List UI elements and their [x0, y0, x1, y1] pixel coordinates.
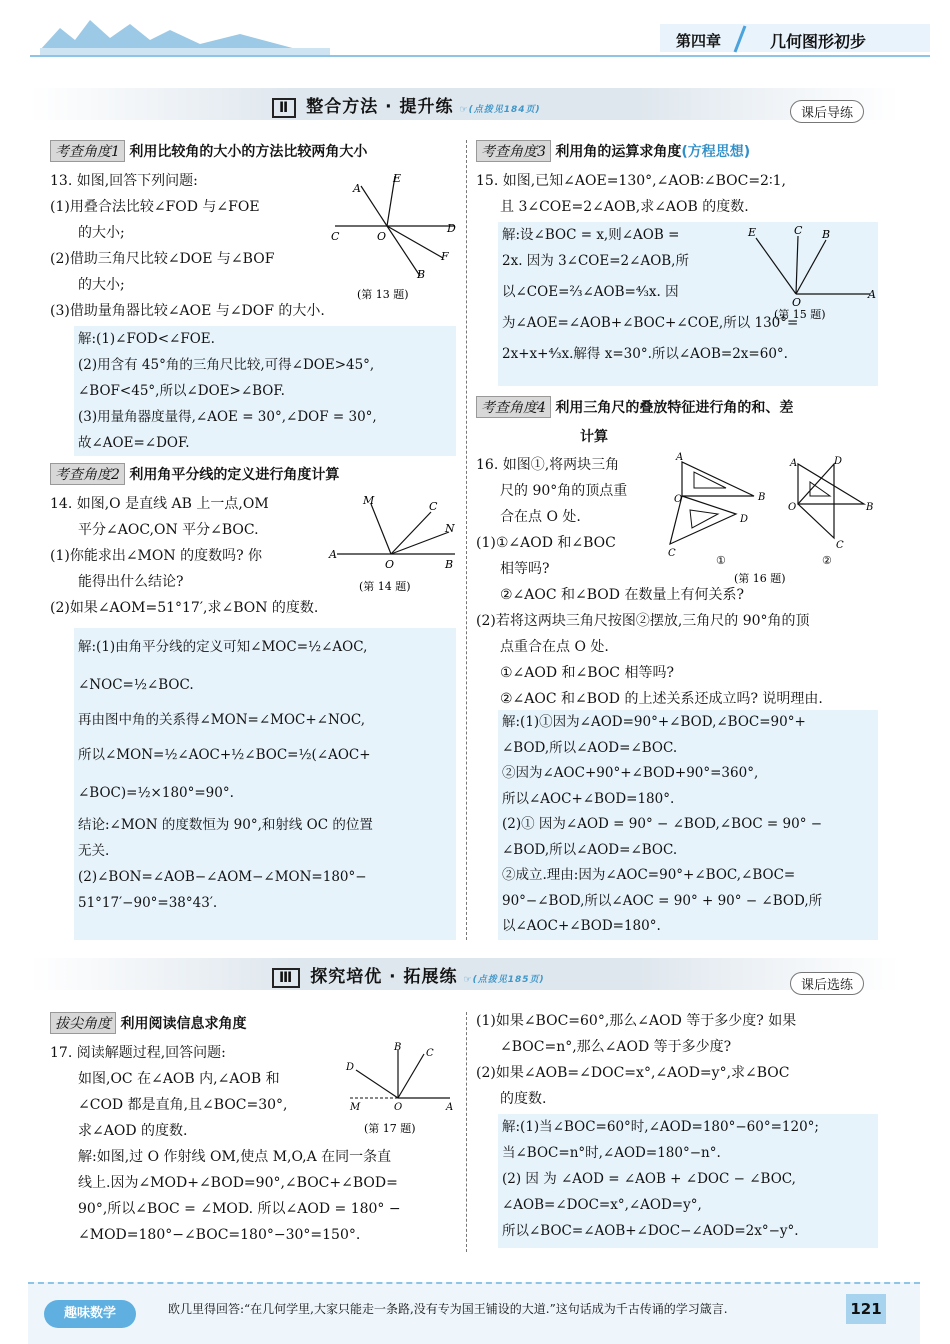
q16-line: ②∠AOC 和∠BOD 在数量上有何关系? [500, 587, 744, 603]
fig16-label: ① [716, 554, 726, 567]
section2-title [272, 92, 541, 118]
q13-line: (3)借助量角器比较∠AOE 与∠DOF 的大小. [50, 303, 325, 319]
q15-sol-line: 以∠COE=⅔∠AOB=⁴⁄₃x. 因 [502, 284, 679, 300]
q15-line: 且 3∠COE=2∠AOB,求∠AOB 的度数. [500, 199, 749, 215]
fig17-label: B [394, 1042, 402, 1053]
fig14-label: N [445, 522, 455, 535]
q14-line: 能得出什么结论? [78, 574, 184, 590]
fig13-label: O [377, 230, 387, 243]
q13-sol-line: 故∠AOE=∠DOF. [78, 435, 190, 451]
q17-solution [498, 1114, 878, 1248]
q17-line: 解:如图,过 O 作射线 OM,使点 M,O,A 在同一条直 [78, 1149, 392, 1165]
fig13-label: D [447, 222, 456, 235]
fig13-caption: (第 13 题) [357, 288, 409, 301]
section2-tag: 课后导练 [790, 100, 864, 123]
fig13-label: A [353, 182, 361, 195]
q13-text [50, 168, 325, 324]
section3-tag: 课后选练 [790, 972, 864, 995]
q13-solution [74, 326, 456, 456]
q13-line: 13. 如图,回答下列问题: [50, 173, 198, 189]
q14-sol-line: 无关. [78, 843, 110, 859]
q15-sol-line: 解:设∠BOC = x,则∠AOB = [502, 227, 680, 243]
footer-quote: 欧几里得回答:“在几何学里,大家只能走一条路,没有专为国王铺设的大道.”这句话成为千古传诵的学习箴言. [168, 1302, 728, 1316]
fig15-label: B [822, 228, 831, 241]
q16-sol-line: ∠BOD,所以∠AOD=∠BOC. [502, 739, 678, 756]
fig16-label: B [866, 502, 874, 513]
q17-line: 求∠AOD 的度数. [78, 1123, 188, 1139]
fig15-label: E [748, 226, 757, 239]
fig16-label: ② [822, 554, 832, 567]
q17-sol-line: 解:(1)当∠BOC=60°时,∠AOD=180°−60°=120°; [502, 1119, 819, 1135]
q17-sol-line: ∠AOB=∠DOC=x°,∠AOD=y°, [502, 1197, 702, 1213]
q17-right-text [476, 1008, 796, 1112]
fig13-label: B [417, 268, 426, 281]
left2-heading: 利用角平分线的定义进行角度计算 [129, 467, 340, 483]
fig17-label: O [394, 1102, 403, 1113]
q15-line: 15. 如图,已知∠AOE=130°,∠AOB∶∠BOC=2∶1, [476, 173, 786, 189]
fun-math-badge: 趣味数学 [44, 1300, 136, 1328]
badge-angle4: 考查角度4 [476, 396, 551, 418]
q17-line: ∠MOD=180°−∠BOC=180°−30°=150°. [78, 1227, 361, 1243]
right2-heading-cont: 计算 [580, 429, 608, 445]
figure-16 [668, 448, 880, 590]
section3-note: ☞(点拨见185页) [463, 975, 545, 985]
q16-sol-line: ∠BOD,所以∠AOD=∠BOC. [502, 841, 678, 858]
q16-line: 点重合在点 O 处. [500, 639, 609, 655]
q13-sol-line: (2)用含有 45°角的三角尺比较,可得∠DOE>45°, [78, 357, 375, 373]
q14-line: (1)你能求出∠MON 的度数吗? 你 [50, 548, 263, 564]
fig14-label: M [363, 494, 375, 507]
q17r-line: 的度数. [500, 1091, 547, 1107]
fig17-label: A [446, 1102, 454, 1113]
section3-title-text: 探究培优 · 拓展练 [310, 967, 458, 987]
q13-line: 的大小; [78, 277, 125, 293]
fig17-caption: (第 17 题) [364, 1122, 416, 1135]
page-number: 121 [846, 1294, 886, 1324]
fig16-label: A [790, 458, 798, 469]
q17-line: 线上.因为∠MOD+∠BOD=90°,∠BOC+∠BOD= [78, 1175, 398, 1191]
fig17-label: M [350, 1102, 361, 1113]
fig16-label: A [676, 452, 684, 463]
badge-top: 拔尖角度 [50, 1012, 116, 1034]
left1-heading: 利用比较角的大小的方法比较两角大小 [129, 144, 368, 160]
q16-sol-line: 所以∠AOC+∠BOD=180°. [502, 790, 675, 807]
fig17-label: C [426, 1048, 434, 1059]
q15-sol-line: 为∠AOE=∠AOB+∠BOC+∠COE,所以 130°= [502, 315, 799, 331]
chapter-title: 几何图形初步 [770, 32, 867, 51]
badge-angle2: 考查角度2 [50, 463, 125, 485]
section3-title [272, 962, 545, 988]
q14-sol-line: 所以∠MON=½∠AOC+½∠BOC=½(∠AOC+ [78, 747, 371, 763]
fig15-caption: (第 15 题) [774, 308, 826, 321]
fig14-caption: (第 14 题) [359, 580, 411, 593]
fig16-label: D [740, 514, 749, 525]
fig16-label: O [674, 494, 683, 505]
q16-sol-line: 90°−∠BOD,所以∠AOC = 90° + 90° − ∠BOD,所 [502, 892, 823, 909]
fig15-label: C [794, 224, 803, 237]
figure-15 [740, 222, 880, 322]
q16-line: (2)若将这两块三角尺按图②摆放,三角尺的 90°角的顶 [476, 613, 810, 629]
chapter-label: 第四章 [676, 32, 722, 50]
badge-angle3: 考查角度3 [476, 140, 551, 162]
q14-sol-line: 解:(1)由角平分线的定义可知∠MOC=½∠AOC, [78, 639, 368, 655]
fig13-label: C [331, 230, 340, 243]
q17r-line: (2)如果∠AOB=∠DOC=x°,∠AOD=y°,求∠BOC [476, 1065, 790, 1081]
q14-sol-line: 再由图中角的关系得∠MON=∠MOC+∠NOC, [78, 712, 365, 728]
q13-line: (1)用叠合法比较∠FOD 与∠FOE [50, 199, 260, 215]
q14-solution [74, 628, 456, 940]
section2-title-text: 整合方法 · 提升练 [306, 97, 454, 117]
section2-note: ☞(点拨见184页) [459, 105, 541, 115]
badge-angle1: 考查角度1 [50, 140, 125, 162]
q15-text [476, 168, 786, 220]
figure-14 [325, 490, 465, 600]
section2-num: Ⅱ [272, 98, 296, 118]
fig16-label: B [758, 492, 766, 503]
q16-line: ②∠AOC 和∠BOD 的上述关系还成立吗? 说明理由. [500, 691, 823, 707]
fig13-label: F [441, 250, 449, 263]
q17-sol-line: 当∠BOC=n°时,∠AOD=180°−n°. [502, 1145, 721, 1161]
q16-line: 相等吗? [500, 561, 550, 577]
fig14-label: O [385, 558, 395, 571]
q17-line: 如图,OC 在∠AOB 内,∠AOB 和 [78, 1071, 280, 1087]
q13-line: 的大小; [78, 225, 125, 241]
q17r-line: (1)如果∠BOC=60°,那么∠AOD 等于多少度? 如果 [476, 1013, 797, 1029]
fig15-label: O [792, 296, 802, 309]
fig16-label: C [668, 548, 676, 559]
fig16-label: O [788, 502, 797, 513]
q17r-line: ∠BOC=n°,那么∠AOD 等于多少度? [500, 1039, 732, 1055]
q17-line: 90°,所以∠BOC = ∠MOD. 所以∠AOD = 180° − [78, 1201, 401, 1217]
fig14-label: B [445, 558, 454, 571]
q15-sol-line: 2x+x+⁴⁄₃x.解得 x=30°.所以∠AOB=2x=60°. [502, 346, 788, 362]
q17-line: ∠COD 都是直角,且∠BOC=30°, [78, 1097, 288, 1113]
fig15-label: A [868, 288, 876, 301]
fig13-label: E [393, 172, 402, 185]
q16-sol-line: 解:(1)①因为∠AOD=90°+∠BOD,∠BOC=90°+ [502, 714, 806, 730]
q13-sol-line: (3)用量角器度量得,∠AOE = 30°,∠DOF = 30°, [78, 409, 377, 425]
q14-line: 平分∠AOC,ON 平分∠BOC. [78, 522, 259, 538]
left3-heading: 利用阅读信息求角度 [120, 1016, 247, 1032]
q14-sol-line: ∠NOC=½∠BOC. [78, 677, 194, 693]
column-divider [466, 140, 467, 940]
q16-sol-line: ②因为∠AOC+90°+∠BOD+90°=360°, [502, 765, 759, 781]
q16-line: (1)①∠AOD 和∠BOC [476, 535, 616, 551]
fig16-label: C [836, 540, 844, 551]
q15-sol-line: 2x. 因为 3∠COE=2∠AOB,所 [502, 253, 689, 269]
q16-sol-line: ②成立.理由:因为∠AOC=90°+∠BOC,∠BOC= [502, 867, 796, 883]
q14-sol-line: (2)∠BON=∠AOB−∠AOM−∠MON=180°− [78, 869, 367, 885]
figure-13 [325, 168, 465, 308]
q16-line: 16. 如图①,将两块三角 [476, 457, 620, 473]
q14-line: (2)如果∠AOM=51°17′,求∠BON 的度数. [50, 600, 319, 616]
q14-line: 14. 如图,O 是直线 AB 上一点,OM [50, 496, 269, 512]
q17-line: 17. 阅读解题过程,回答问题: [50, 1045, 226, 1061]
q17-sol-line: 所以∠BOC=∠AOB+∠DOC−∠AOD=2x°−y°. [502, 1223, 799, 1239]
q14-sol-line: ∠BOC)=½×180°=90°. [78, 785, 234, 801]
q16-sol-line: 以∠AOC+∠BOD=180°. [502, 918, 661, 934]
q14-sol-line: 51°17′−90°=38°43′. [78, 895, 218, 911]
q16-sol-line: (2)① 因为∠AOD = 90° − ∠BOD,∠BOC = 90° − [502, 816, 823, 832]
fig16-caption: (第 16 题) [734, 572, 786, 585]
right2-heading: 利用三角尺的叠放特征进行角的和、差 [555, 400, 794, 416]
q16-line: 尺的 90°角的顶点重 [500, 483, 628, 499]
q13-sol-line: 解:(1)∠FOD<∠FOE. [78, 331, 215, 347]
q13-line: (2)借助三角尺比较∠DOE 与∠BOF [50, 251, 275, 267]
section3-num: Ⅲ [272, 968, 300, 988]
q14-text [50, 491, 318, 621]
right1-heading: 利用角的运算求角度 [555, 144, 682, 160]
fig17-label: D [346, 1062, 355, 1073]
q14-sol-line: 结论:∠MON 的度数恒为 90°,和射线 OC 的位置 [78, 817, 373, 833]
q16-line: 合在点 O 处. [500, 509, 581, 525]
fig16-label: D [834, 456, 843, 467]
q16-line: ①∠AOD 和∠BOC 相等吗? [500, 665, 674, 681]
column-divider-2 [466, 1012, 467, 1252]
q13-sol-line: ∠BOF<45°,所以∠DOE>∠BOF. [78, 383, 285, 399]
fig14-label: A [329, 548, 337, 561]
fig14-label: C [429, 500, 438, 513]
q17-sol-line: (2) 因 为 ∠AOD = ∠AOB + ∠DOC − ∠BOC, [502, 1171, 796, 1187]
q16-solution [498, 710, 878, 940]
right1-heading-em: (方程思想) [681, 144, 751, 160]
figure-17 [340, 1040, 464, 1140]
